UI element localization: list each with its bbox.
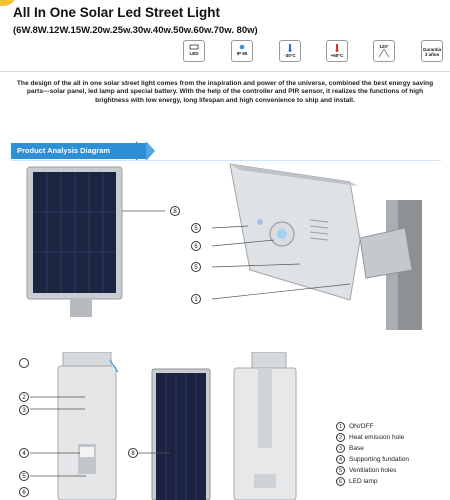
led-chip-graphic: [189, 44, 199, 50]
spec-icon-row: [183, 40, 445, 66]
callout-5b-top: 5: [191, 262, 201, 272]
legend-label: Heat emission hole: [349, 434, 405, 441]
spec-label-warranty: Garantia 3 años: [422, 47, 442, 57]
sensor-window: [257, 219, 263, 225]
legend-item: [336, 432, 409, 443]
warranty-icon: [421, 40, 443, 62]
panel-cells: [33, 172, 116, 293]
legend-num: 4: [336, 455, 345, 464]
solar-panel-front-view: [15, 165, 165, 320]
drop-graphic: [237, 44, 247, 50]
callout-3-bottom: 3: [19, 405, 29, 415]
header-divider: [0, 71, 450, 72]
callout-1-top: 1: [191, 294, 201, 304]
beam-angle-icon: [373, 40, 395, 62]
legend-item: [336, 454, 409, 465]
callout-8-panel: 8: [170, 206, 180, 216]
spec-label-high-temp: +60°C: [330, 53, 344, 58]
back-view-spine: [258, 368, 272, 448]
panel-bracket: [70, 299, 92, 317]
led-chip-icon: [183, 40, 205, 62]
legend-label: ON/OFF: [349, 423, 374, 430]
lamp-back-view: [228, 352, 303, 500]
page-title: All In One Solar Led Street Light: [13, 5, 221, 20]
mount-bracket: [360, 228, 412, 278]
callout-5-top: 5: [191, 223, 201, 233]
legend-item: [336, 421, 409, 432]
legend-item: [336, 476, 409, 487]
legend-num: 1: [336, 422, 345, 431]
bottom-view-led-chip: [80, 447, 94, 457]
legend-label: Base: [349, 445, 364, 452]
legend-item: [336, 465, 409, 476]
spec-label-led: LED: [189, 51, 199, 56]
chevron-right-icon-2: [146, 141, 155, 161]
low-temperature-icon: [279, 40, 301, 62]
callout-5-bottom: 5: [19, 471, 29, 481]
high-temperature-icon: [326, 40, 348, 62]
beam-graphic: [378, 49, 390, 57]
legend-num: 6: [336, 477, 345, 486]
bottom-view-housing: [58, 366, 116, 500]
callout-6-top: 6: [191, 241, 201, 251]
callout-unnumbered: [19, 358, 29, 368]
thermometer-cold-graphic: [285, 44, 295, 52]
lamp-housing: [230, 164, 360, 300]
spec-label-ip: IP 65: [236, 51, 248, 56]
panel-top-view: [125, 355, 225, 500]
back-view-mount: [252, 352, 286, 368]
legend-num: 2: [336, 433, 345, 442]
ip65-icon: [231, 40, 253, 62]
product-description: The design of the all in one solar street light comes from the inspiration and power of the universe, combined the best energy saving parts---solar panel, led lamp and special battery. With the help of the controller and PIR sensor, it realizes the functions of high brightness with low energy, long lifespan and high convenience to ship and install.: [16, 80, 434, 104]
spec-label-beam: 120°: [379, 44, 389, 49]
section-banner: Product Analysis Diagram: [11, 143, 146, 159]
callout-8-bottom: 8: [128, 448, 138, 458]
spec-label-low-temp: -30°C: [284, 53, 296, 58]
lamp-head-angled-view: [190, 160, 445, 330]
wattage-options: (6W.8W.12W.15W.20w.25w.30w.40w.50w.60w.70w. 80w): [13, 25, 258, 36]
callout-2-bottom: 2: [19, 392, 29, 402]
callout-6-bottom: 6: [19, 487, 29, 497]
parts-legend: [336, 421, 409, 487]
top-view-cells: [156, 373, 206, 500]
thermometer-hot-graphic: [332, 44, 342, 52]
legend-label: LED lamp: [349, 478, 378, 485]
legend-label: Supporting fundation: [349, 456, 409, 463]
legend-label: Ventilation holes: [349, 467, 397, 474]
callout-4-bottom: 4: [19, 448, 29, 458]
back-view-plate: [254, 474, 276, 488]
chevron-right-icon: [136, 141, 145, 161]
legend-item: [336, 443, 409, 454]
led-lens: [277, 229, 287, 239]
legend-num: 3: [336, 444, 345, 453]
legend-num: 5: [336, 466, 345, 475]
